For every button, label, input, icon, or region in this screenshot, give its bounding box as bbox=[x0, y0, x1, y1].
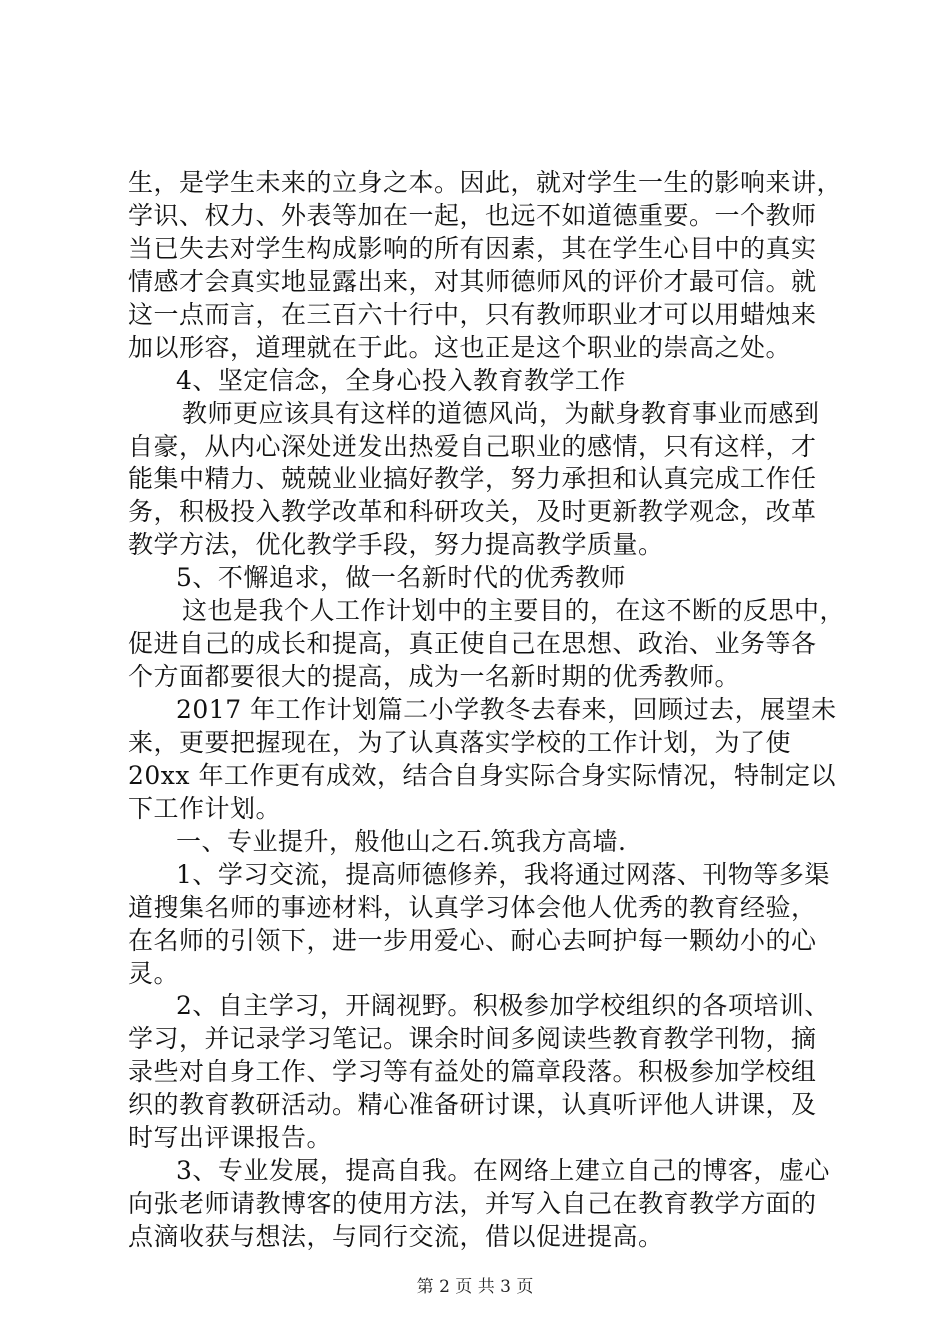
paragraph-line: 加以形容，道理就在于此。这也正是这个职业的崇高之处。 bbox=[128, 333, 792, 362]
section-heading: 一、专业提升，般他山之石.筑我方高墙. bbox=[176, 827, 627, 856]
paragraph-line: 生，是学生未来的立身之本。因此，就对学生一生的影响来讲， bbox=[128, 168, 843, 197]
paragraph-line: 灵。 bbox=[128, 959, 180, 988]
paragraph-line: 来，更要把握现在，为了认真落实学校的工作计划，为了使 bbox=[128, 728, 792, 757]
paragraph-line: 织的教育教研活动。精心准备研讨课，认真听评他人讲课，及 bbox=[128, 1090, 817, 1119]
paragraph-line: 促进自己的成长和提高，真正使自己在思想、政治、业务等各 bbox=[128, 629, 817, 658]
paragraph-line: 情感才会真实地显露出来，对其师德师风的评价才最可信。就 bbox=[128, 267, 817, 296]
paragraph-line: 时写出评课报告。 bbox=[128, 1123, 333, 1152]
paragraph-line: 3、专业发展，提高自我。在网络上建立自己的博客，虚心 bbox=[176, 1156, 830, 1185]
paragraph-line: 点滴收获与想法，与同行交流，借以促进提高。 bbox=[128, 1222, 664, 1251]
section-heading: 5、不懈追求，做一名新时代的优秀教师 bbox=[176, 563, 626, 592]
paragraph-line: 教师更应该具有这样的道德风尚，为献身教育事业而感到 bbox=[182, 399, 820, 428]
paragraph-line: 自豪，从内心深处迸发出热爱自己职业的感情，只有这样，才 bbox=[128, 432, 817, 461]
paragraph-line: 1、学习交流，提高师德修养，我将通过网落、刊物等多渠 bbox=[176, 860, 830, 889]
paragraph-line: 20xx 年工作更有成效，结合自身实际合身实际情况，特制定以 bbox=[128, 761, 836, 790]
paragraph-line: 务，积极投入教学改革和科研攻关，及时更新教学观念，改革 bbox=[128, 497, 817, 526]
paragraph-line: 当已失去对学生构成影响的所有因素，其在学生心目中的真实 bbox=[128, 234, 817, 263]
paragraph-line: 下工作计划。 bbox=[128, 794, 282, 823]
paragraph-line: 道搜集名师的事迹材料，认真学习体会他人优秀的教育经验， bbox=[128, 893, 817, 922]
paragraph-line: 2017 年工作计划篇二小学教冬去春来，回顾过去，展望未 bbox=[176, 695, 837, 724]
paragraph-line: 在名师的引领下，进一步用爱心、耐心去呵护每一颗幼小的心 bbox=[128, 926, 817, 955]
section-heading: 4、坚定信念，全身心投入教育教学工作 bbox=[176, 366, 626, 395]
paragraph-line: 录些对自身工作、学习等有益处的篇章段落。积极参加学校组 bbox=[128, 1057, 817, 1086]
paragraph-line: 这一点而言，在三百六十行中，只有教师职业才可以用蜡烛来 bbox=[128, 300, 817, 329]
page-number-footer: 第 2 页 共 3 页 bbox=[416, 1277, 534, 1297]
paragraph-line: 教学方法，优化教学手段，努力提高教学质量。 bbox=[128, 530, 664, 559]
paragraph-line: 学识、权力、外表等加在一起，也远不如道德重要。一个教师 bbox=[128, 201, 817, 230]
paragraph-line: 学习，并记录学习笔记。课余时间多阅读些教育教学刊物，摘 bbox=[128, 1024, 817, 1053]
paragraph-line: 能集中精力、兢兢业业搞好教学，努力承担和认真完成工作任 bbox=[128, 464, 817, 493]
paragraph-line: 向张老师请教博客的使用方法，并写入自己在教育教学方面的 bbox=[128, 1189, 817, 1218]
paragraph-line: 2、自主学习，开阔视野。积极参加学校组织的各项培训、 bbox=[176, 991, 830, 1020]
paragraph-line: 这也是我个人工作计划中的主要目的，在这不断的反思中， bbox=[182, 596, 846, 625]
paragraph-line: 个方面都要很大的提高，成为一名新时期的优秀教师。 bbox=[128, 662, 741, 691]
